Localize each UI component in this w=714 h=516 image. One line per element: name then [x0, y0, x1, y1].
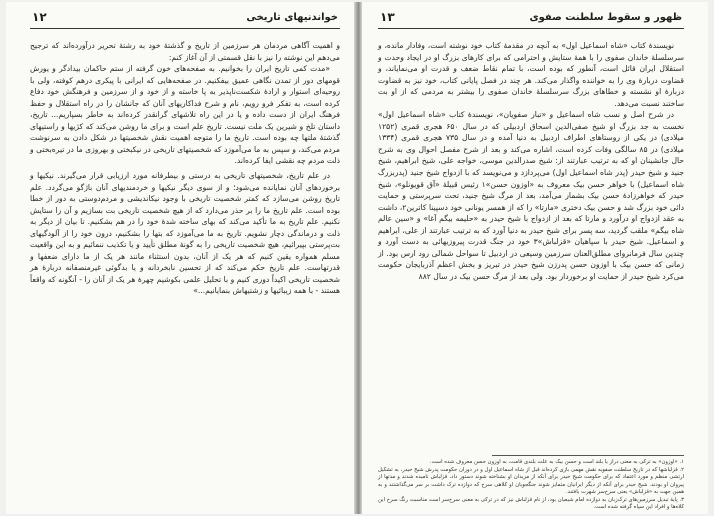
right-page — [362, 2, 708, 514]
left-page-body — [30, 40, 340, 297]
paragraph: و اهمیت آگاهی مردمان هر سرزمین از تاریخ و گذشتهٔ خود به رشتهٔ تحریر درآورده‌اند که ترجیح می‌دهم این نوشته را نیز با نقل قسمتی از آن آغاز کنم: — [30, 41, 340, 62]
left-page-header — [30, 10, 340, 29]
running-title: ظهور و سقوط سلطنت صفوی — [529, 12, 682, 23]
page-number: ۱۲ — [32, 10, 47, 24]
quote-paragraph: در علم تاریخ، شخصیتهای تاریخی به درستی و بیطرفانه مورد ارزیابی قرار می‌گیرند. نیکیها و برخوردهای آنان نمایانده می‌شود؛ و از سوی دیگر نیکیها و خردمندیهای آنان باژگو می‌گردد. علم تاریخ روشن می‌سازد که کمتر شخصیت تاریخی با وجود نیکاندیشی و مردم‌دوستی به دور از خطا بوده است. علم تاریخ ما را بر حذر می‌دارد که از هیچ شخصیت تاریخی بت بسازیم و آن را ستایش نکنیم. علم تاریخ به ما تأکید می‌کند که بهای ساخته شدهٔ خود را در هم بشکنیم. تا بیان از دیگر به ذلت و درماندگی دچار نشویم. تاریخ به ما می‌آموزد که بتها را بشکنیم، درون خود را از آلودگیهای بت‌پرستی بپیرائیم، هیچ شخصیت تاریخی را به گونهٔ مطلق تأیید و یا تکذیب ننمائیم و به این واقعیت مسلم همواره یقین کنیم که هر یک از آنان، بدون استثناء مانند هر یک از ما دارای ضعفها و قدرتهاست. علم تاریخ حکم می‌کند که از تحسین نابخردانه و یا بدگوئی غیرمنصفانه دربارهٔ هر شخصیت تاریخی اکیداً دوری کنیم و با تحلیل علمی بکوشیم چهرهٔ هر یک از آنان را - آنگونه که واقعاً هستند - با همه زیبائیها و زشتیهاش بنمایانیم...» — [30, 171, 340, 296]
running-title: خواندنیهای تاریخی — [246, 12, 338, 23]
footnote: ۳. پایهٔ تبدیل سرزمین‌های ترک‌زبان به دوازده امام شیعیان بود، از نام قزلباش نیز که در ترکی به معنی سرخ‌سر است مناسبت رنگ سرخ این کلاه‌ها و افراد این سپاه گرفته شده است. — [378, 496, 684, 510]
page-number: ۱۳ — [380, 10, 395, 24]
book-gutter — [354, 2, 362, 514]
footnotes — [378, 459, 684, 512]
footnote-divider — [492, 455, 684, 456]
right-page-body — [378, 40, 684, 282]
footnote: ۱. «اوزون» به ترکی به معنی دراز یا بلند است و حسن بیک به علت بلندی قامت، به اوزون حسن معروف شده است. — [429, 459, 684, 465]
right-page-header — [378, 10, 684, 29]
paragraph: در شرح اصل و نسب شاه اسماعیل و «تبار صفویان»، نویسندهٔ کتاب «شاه اسماعیل اول» نخست به جد بزرگ او شیخ صفی‌الدین اسحاق اردبیلی که در سال ۶۵۰ هجری قمری (۱۲۵۲ میلادی) در یکی از روستاهای اطراف اردبیل به دنیا آمده و در سال ۷۳۵ هجری قمری (۱۳۳۴ میلادی) در ۸۵ سالگی وفات کرده است، اشاره می‌کند و بعد از شرح مفصل احوال وی به شرح حال جانشینان او که به ترتیب عبارتند از: شیخ صدرالدین موسی، خواجه علی، شیخ ابراهیم، شیخ جنید و شیخ حیدر (پدر شاه اسماعیل اول) می‌پردازد و می‌نویسد که با ازدواج شیخ جنید (پدربزرگ شاه اسماعیل) با خواهر حسن بیک معروف به «اوزون حسن»۱ رئیس قبیلهٔ «آق قویونلو»، شیخ حیدر که خواهرزادهٔ حسن بیک بشمار می‌آمد، بعد از مرگ شیخ جنید، تحت سرپرستی و حمایت دائی خود بزرگ شد و حسن بیک دختری «مارتا» را که از همسر یونانی خود دسپینا کاترین۲، داشت به عقد ازدواج او درآورد و مارتا که بعد از ازدواج با شیخ حیدر به «حلیمه بیگم آغا» و «سین عالم شاه بیگم» ملقب گردید، سه پسر برای شیخ حیدر به دنیا آورد که به ترتیب عبارتند از علی، ابراهیم و اسماعیل. شیخ حیدر با سپاهیان «قزلباش»۳ خود در جنگ قدرت پیروزیهائی به دست آورد و چندین سال فرمانروای مطلق‌العنان سرزمین وسیعی در اردبیل تا سواحل شمالی رود ارس بود. از زمانی که حسن بیک با اوزون حسن پدرزن شیخ حیدر در تبریز و بخش اعظم آذربایجان حکومت می‌کرد شیخ حیدر از حمایت او برخوردار بود. ولی بعد از مرگ حسن بیک در سال ۸۸۲ — [378, 110, 685, 281]
paragraph: نویسندهٔ کتاب «شاه اسماعیل اول» به آنچه در مقدمهٔ کتاب خود نوشته است، وفادار مانده، و سرسلسلهٔ خاندان صفوی را با همهٔ ستایش و احترامی که برای کارهای بزرگ او در ایجاد وحدت و استقلال ایران قائل است، آنطور که بوده است، با تمام نقاط ضعف و قدرت او می‌نمایاند، و قضاوت دربارهٔ وی را به خواننده واگذار می‌کند. هر چند در فصل پایانی کتاب، خود نیز به قضاوت دربارهٔ او نشسته و خطاهای بزرگ سرسلسلهٔ خاندان صفوی را بیشتر به مردمی که از او بت ساختند نسبت می‌دهد. — [378, 41, 684, 108]
book-spread — [6, 2, 708, 514]
quote-paragraph: «مدت کمی تاریخ ایران را بخوانیم. به صفحه‌های خون گرفته از ستم حاکمان بیدادگر و یورش قومهای دور از تمدن نگاهی عمیق بیفکنیم. در صفحه‌هایی که ایرانی با پیکری درهم کوفته، ولی با روحیه‌ای استوار و ارادهٔ شکست‌ناپذیر به پا خاسته و از خود و از سرزمین و فرهنگش خود دفاع کرده است، به تفکر فرو رویم، نام و شرح فداکاریهای آنان که جانشان را در راه استقلال و حفظ فرهنگ ایران از دست داده و یا در این راه تلاشهای گرانقدر کرده‌اند به خاطر بسپاریم... تاریخ، داستان تلخ و شیرین یک ملت نیست. تاریخ علم است و برای ما روشن می‌کند که کژیها و راستیهای گذشتهٔ ملتها چه بوده است. تاریخ ما را متوجه اهمیت نقش شخصیتها در شکل دادن به سرنوشت مردم می‌کند، و سپس به ما می‌آموزد که شخصیتهای تاریخی در نیکبختی و بهروزی ما در تیره‌بختی و ذلت مردم چه نقشی ایفا کرده‌اند. — [30, 64, 340, 166]
footnote: ۲. قزلباشها که در تاریخ سلطنت صفویه نقش مهمی بازی کرده‌اند قبل از شاه اسماعیل اول و در دوران حکومت پدرش شیخ حیدر، به تشکیل ارتشی منظم و مورد اعتماد که برای حکومت شیخ حیدر برای آنکه از مریدان او بشناخته شوند دستور داد، قزلباش نامیده شدند و مدتها از پیروان او بودند. شیخ حیدر برای آنکه از دیگر ایرانیان متمایز شوند جنگجویان او کلاهی سرخ که دوازده ترک داشت بر سر می‌گذاشتند و به همین جهت به «قزلباش» یعنی سرخ‌سر شهرت یافتند. — [378, 466, 684, 495]
left-page — [6, 2, 354, 514]
